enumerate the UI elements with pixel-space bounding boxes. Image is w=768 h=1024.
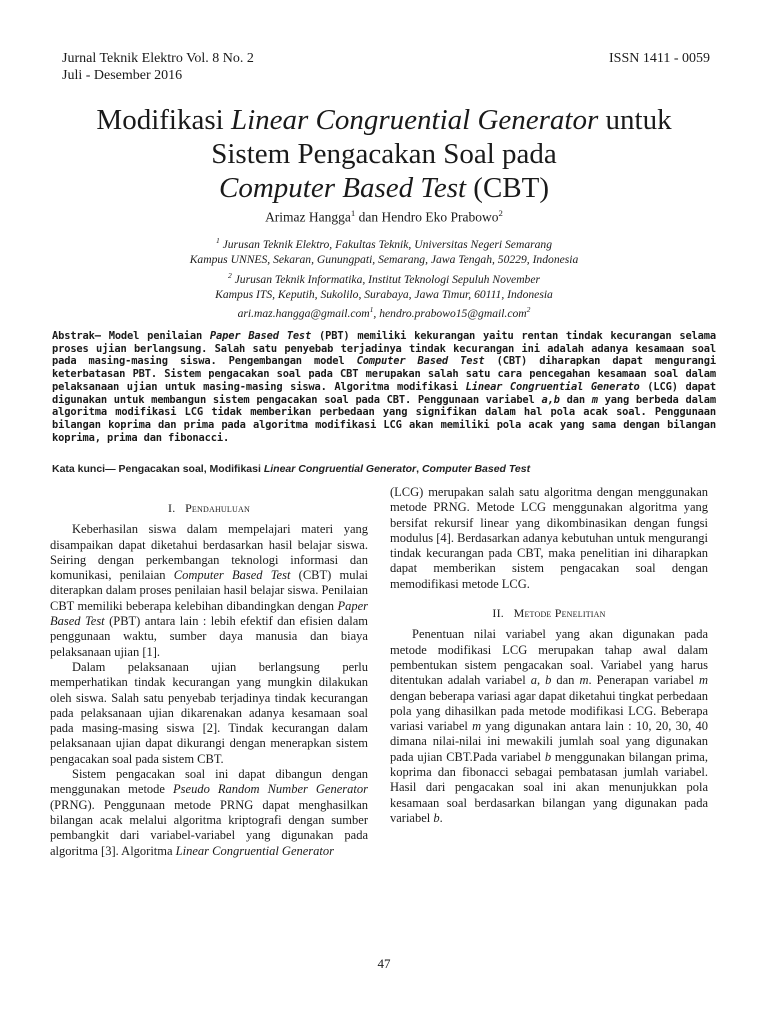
affiliations xyxy=(40,233,728,322)
section-heading-pendahuluan: I. Pendahuluan xyxy=(168,501,250,515)
page-number: 47 xyxy=(377,956,391,971)
paragraph: Penentuan nilai variabel yang akan digunakan pada metode modifikasi LCG merupakan tahap awal dalam pembentukan sistem pengacakan soal. Variabel yang harus ditentukan adalah variabel a, b dan m. Penerapan variabel m dengan beberapa variasi agar dapat diketahui tingkat perbedaan pola yang dihasilkan pada metode modifikasi LCG. Beberapa variasi variabel m yang digunakan antara lain : 10, 20, 30, 40 dimana nilai-nilai ini mewakili jumlah soal yang digunakan pada ujian CBT.Pada variabel b menggunakan bilangan prima, koprima dan fibonacci sebagai pembatasan jumlah variabel. Hasil dari pengacakan soal ini akan menunjukkan pola kesamaan soal berdasarkan bilangan yang digunakan pada variabel b. xyxy=(390,627,709,825)
keywords: Kata kunci— Pengacakan soal, Modifikasi Linear Congruential Generator, Computer Based Test xyxy=(52,463,531,475)
paper-title xyxy=(40,103,728,205)
journal-name: Jurnal Teknik Elektro Vol. 8 No. 2 xyxy=(62,51,254,66)
affiliation-1: $^1$ Jurusan Teknik Elektro, Fakultas Teknik, Universitas Negeri Semarang xyxy=(215,236,553,251)
left-column xyxy=(50,501,368,859)
title-line-3: Computer Based Test (CBT) xyxy=(218,172,550,204)
abstract: Abstrak— Model penilaian Paper Based Test (PBT) memiliki kekurangan yaitu rentan tindak kecurangan selama proses ujian berlangsung. Salah satu penyebab terjadinya tindak kecurangan ini adalah adanya kesamaan soal pada masing-masing siswa. Pengembangan model Computer Based Test (CBT) diharapkan dapat mengurangi keterbatasan PBT. Sistem pengacakan soal pada CBT merupakan salah satu cara pencegahan kesamaan soal dalam pelaksanaan ujian untuk masing-masing siswa. Algoritma modifikasi Linear Congruential Generato (LCG) dapat digunakan untuk membangun sistem pengacakan soal pada CBT. Penggunaan variabel a,b dan m yang berbeda dalam algoritma modifikasi LCG tidak memberikan perbedaan yang signifikan dalam hal pola acak soal. Penggunaan bilangan koprima dan prima pada algoritma modifikasi LCG akan memiliki pola acak yang sama dengan bilangan koprima, prima dan fibonacci. xyxy=(52,330,717,444)
authors: Arimaz Hangga$^1$ dan Hendro Eko Prabowo$^2$ xyxy=(265,208,503,225)
journal-period: Juli - Desember 2016 xyxy=(62,68,183,83)
author-emails: ari.maz.hangga@gmail.com$^1$, hendro.prabowo15@gmail.com$^2$ xyxy=(237,305,531,321)
paragraph: Sistem pengacakan soal ini dapat dibangun dengan menggunakan metode Pseudo Random Number Generator (PRNG). Penggunaan metode PRNG dapat menghasilkan bilangan acak melalui algoritma kriptografi dengan sumber pembangkit dari variabel-variabel yang digunakan pada algoritma [3]. Algoritma Linear Congruential Generator xyxy=(50,767,368,858)
title-line-1: Modifikasi Linear Congruential Generator untuk xyxy=(96,104,672,136)
journal-header xyxy=(62,50,254,84)
affiliation-2-address: Kampus ITS, Keputih, Sukolilo, Surabaya, Jawa Timur, 60111, Indonesia xyxy=(215,287,553,301)
affiliation-2: $^2$ Jurusan Teknik Informatika, Institut Teknologi Sepuluh November xyxy=(227,270,541,286)
paragraph: (LCG) merupakan salah satu algoritma dengan menggunakan metode PRNG. Metode LCG menggunakan algoritma yang bersifat rekursif linear yang dikombinasikan dengan fungsi modulus [4]. Berdasarkan adanya kebutuhan untuk mengurangi tindak kecurangan pada CBT, maka penelitian ini diharapkan dapat memberikan sistem pengacakan soal dengan memodifikasi metode LCG. xyxy=(390,485,708,591)
right-column xyxy=(390,485,708,826)
paragraph: Dalam pelaksanaan ujian berlangsung perlu memperhatikan tindak kecurangan yang mungkin dilakukan oleh siswa. Salah satu penyebab terjadinya tindak kecurangan pada pelaksanaan ujian dikarenakan adanya kesamaan soal pada masing-masing siswa [2]. Tindak kecurangan dalam pelaksanaan ujian dapat dikurangi dengan menerapkan sistem pengacakan soal pada sistem CBT. xyxy=(50,659,368,766)
section-heading-metode-penelitian: II. Metode Penelitian xyxy=(492,606,606,621)
affiliation-1-address: Kampus UNNES, Sekaran, Gunungpati, Semarang, Jawa Tengah, 50229, Indonesia xyxy=(189,253,579,267)
title-line-2: Sistem Pengacakan Soal pada xyxy=(211,138,557,170)
paragraph: Keberhasilan siswa dalam mempelajari materi yang disampaikan dapat diketahui berdasarkan hasil belajar siswa. Seiring dengan perkembangan teknologi informasi dan komunikasi, penilaian Computer Based Test (CBT) mulai diterapkan dalam proses penilaian hasil belajar siswa. Penilaian CBT memiliki beberapa kelebihan dibandingkan dengan Paper Based Test (PBT) antara lain : lebih efektif dan efisien dalam penggunaan waktu, sumber daya manusia dan biaya pelaksanaan ujian [1]. xyxy=(50,522,368,659)
issn: ISSN 1411 - 0059 xyxy=(609,51,710,66)
